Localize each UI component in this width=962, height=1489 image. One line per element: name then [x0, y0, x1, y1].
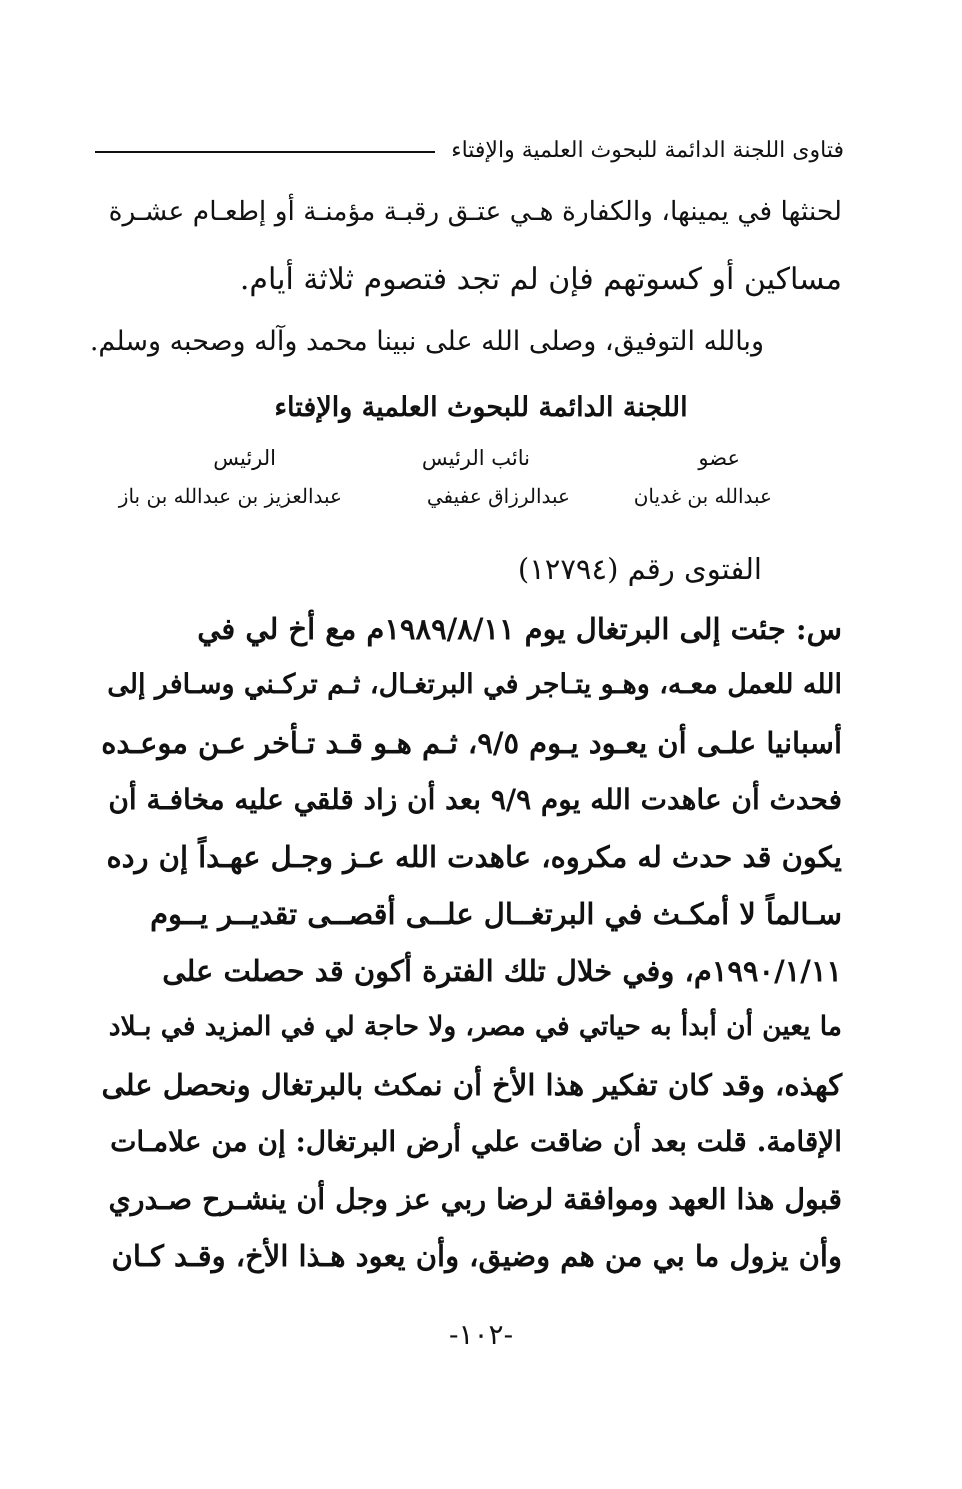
question-line-3: أسبانيا علـى أن يعـود يـوم ٩/٥، ثـم هـو قـد تـأخر عـن موعـده [101, 726, 842, 760]
fatwa-number: الفتوى رقم (١٢٧٩٤) [517, 552, 762, 586]
question-line-11: قبول هذا العهد وموافقة لرضا ربي عز وجل أن ينشـرح صـدري [108, 1182, 842, 1216]
question-line-7: ١٩٩٠/١/١١م، وفي خلال تلك الفترة أكون قد حصلت على [162, 954, 842, 988]
closing-line: وبالله التوفيق، وصلى الله على نبينا محمد وآله وصحبه وسلم. [89, 326, 764, 357]
question-line-6: سـالماً لا أمكـث في البرتغــال علــى أقصــى تقديــر يــوم [150, 897, 842, 931]
question-line-8: ما يعين أن أبدأ به حياتي في مصر، ولا حاجة لي في المزيد في بـلاد [108, 1011, 842, 1042]
committee-title: اللجنة الدائمة للبحوث العلمية والإفتاء [274, 392, 688, 423]
header-rule [95, 151, 435, 153]
body-line-2: مساكين أو كسوتهم فإن لم تجد فتصوم ثلاثة أيام. [239, 262, 842, 297]
question-line-2: الله للعمل معـه، وهـو يتـاجر في البرتغـال، ثـم تركـني وسـافر إلى [107, 669, 842, 700]
signatory-role-president: الرئيس [213, 446, 276, 470]
page-number: -١٠٢- [448, 1318, 514, 1351]
question-line-4: فحدث أن عاهدت الله يوم ٩/٩ بعد أن زاد قلقي عليه مخافـة أن [108, 783, 842, 816]
signatory-name-member: عبدالله بن غديان [633, 484, 772, 508]
signatory-name-president: عبدالعزيز بن عبدالله بن باز [118, 484, 342, 508]
question-line-1: س: جئت إلى البرتغال يوم ١٩٨٩/٨/١١م مع أخ لي في [197, 612, 842, 646]
signatory-role-vice-president: نائب الرئيس [421, 446, 530, 470]
question-line-10: الإقامة. قلت بعد أن ضاقت علي أرض البرتغال: إن من علامـات [110, 1125, 842, 1158]
signatory-name-vice-president: عبدالرزاق عفيفي [426, 484, 570, 508]
question-line-12: وأن يزول ما بي من هم وضيق، وأن يعود هـذا الأخ، وقـد كـان [111, 1239, 842, 1273]
signatory-role-member: عضو [698, 446, 740, 470]
running-header: فتاوى اللجنة الدائمة للبحوث العلمية والإفتاء [451, 138, 844, 163]
body-line-1: لحنثها في يمينها، والكفارة هـي عتـق رقبـة مؤمنـة أو إطعـام عشـرة [108, 196, 842, 227]
question-line-9: كهذه، وقد كان تفكير هذا الأخ أن نمكث بالبرتغال ونحصل على [101, 1068, 842, 1102]
question-line-5: يكون قد حدث له مكروه، عاهدت الله عـز وجـل عهـداً إن رده [106, 840, 842, 874]
